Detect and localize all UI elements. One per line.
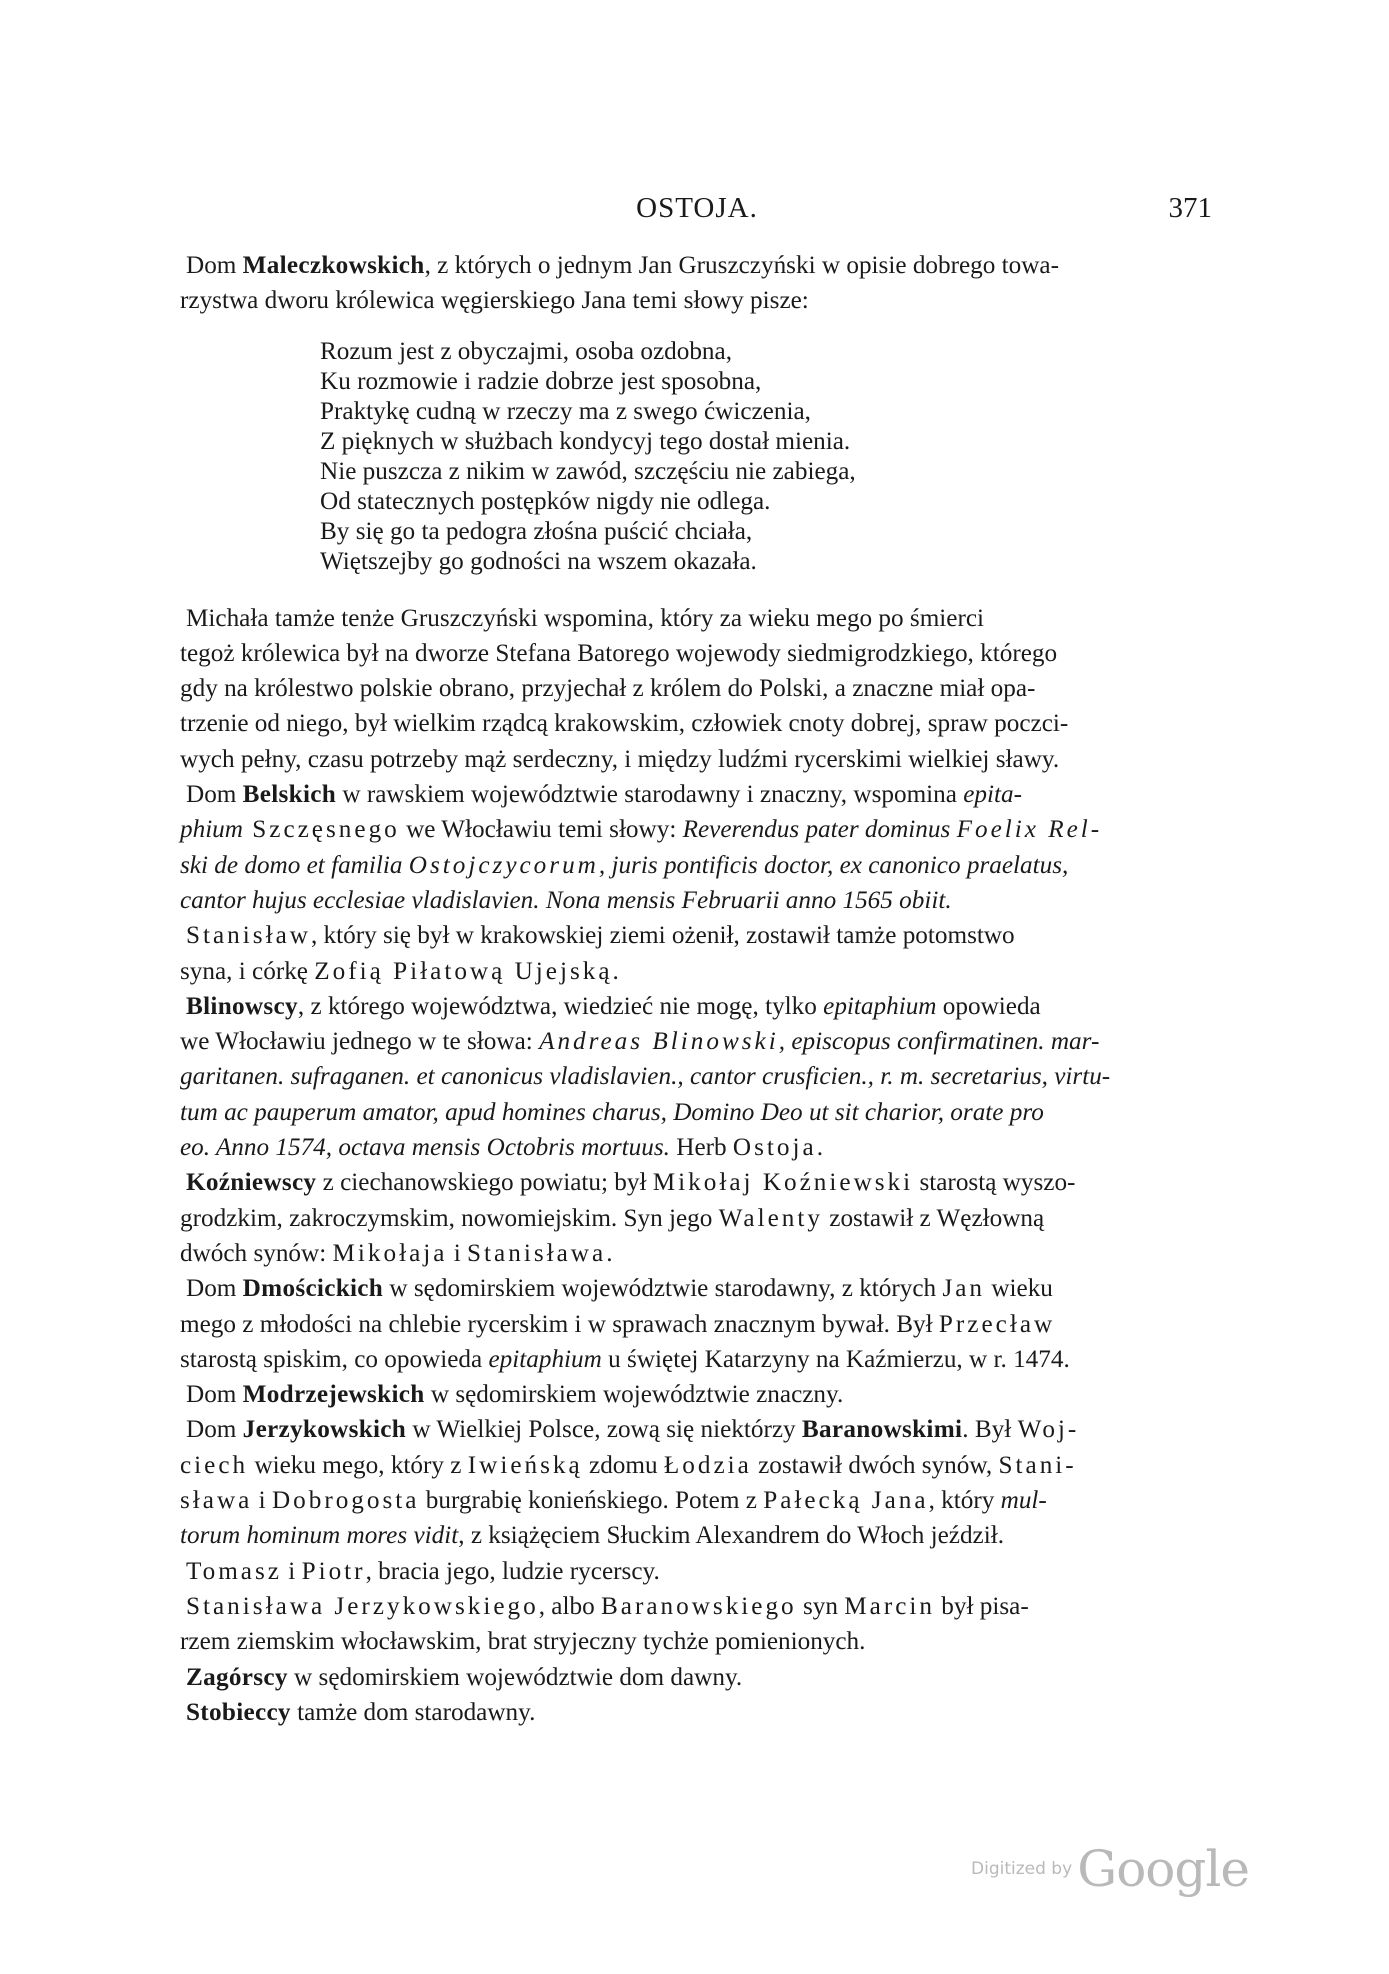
poem-line: Ku rozmowie i radzie dobrze jest sposobna, (320, 367, 762, 395)
poem-line: Od statecznych postępków nigdy nie odlega. (320, 487, 771, 515)
intro-paragraph: Dom Maleczkowskich, z których o jednym Jan Gruszczyński w opisie dobrego towa- rzystwa dworu królewica węgierskiego Jana temi słowy pisze: (180, 252, 1059, 315)
digitized-by-google-watermark: Digitized by Google (971, 1840, 1249, 1898)
running-header (182, 192, 1212, 232)
page-number: 371 (1168, 192, 1212, 224)
paragraph-modrzejewskich: Dom Modrzejewskich w sędomirskiem województwie znaczny. (186, 1381, 844, 1409)
family-name: Maleczkowskich (242, 252, 425, 279)
paragraph-belskich: Dom Belskich w rawskiem województwie starodawny i znaczny, wspomina epita- phium Szczęsnego we Włocławiu temi słowy: Reverendus pater dominus Foelix Rel- ski de domo et familia Ostojczycorum, juris pontificis doctor, ex canonico praelatus, cantor hujus ecclesiae vladislavien. Nona mensis Februarii anno 1565 obiit. (180, 781, 1103, 914)
google-logo: Google (1077, 1840, 1249, 1898)
paragraph-stanislaw: Stanisław, który się był w krakowskiej ziemi ożenił, zostawił tamże potomstwo syna, i córkę Zofią Piłatową Ujejską. (180, 922, 1015, 985)
poem-line: By się go ta pedogra złośna puścić chciała, (320, 517, 753, 545)
poem-line: Praktykę cudną w rzeczy ma z swego ćwiczenia, (320, 397, 811, 425)
paragraph-zagorscy: Zagórscy w sędomirskiem województwie dom dawny. (186, 1663, 743, 1691)
paragraph-tomasz: Tomasz i Piotr, bracia jego, ludzie rycerscy. (186, 1557, 660, 1585)
paragraph-marcin: Stanisława Jerzykowskiego, albo Baranowskiego syn Marcin był pisa- rzem ziemskim włocławskim, brat stryjeczny tychże pomienionych. (180, 1592, 1029, 1656)
paragraph-blinowscy: Blinowscy, z którego województwa, wiedzieć nie mogę, tylko epitaphium opowieda we Włocławiu jednego w te słowa: Andreas Blinowski, episcopus confirmatinen. mar- garitanen. sufraganen. et canonicus vladislavien., cantor crusficien., r. m. secretarius, virtu- tum ac pauperum amator, apud homines charus, Domino Deo ut sit charior, orate pro eo. Anno 1574, octava mensis Octobris mortuus. Herb Ostoja. (180, 992, 1111, 1162)
paragraph-kozniewscy: Koźniewscy z ciechanowskiego powiatu; był Mikołaj Koźniewski starostą wyszo- grodzkim, zakroczymskim, nowomiejskim. Syn jego Walenty zostawił z Węzłowną dwóch synów: Mikołaja i Stanisława. (180, 1169, 1076, 1267)
poem-line: Nie puszcza z nikim w zawód, szczęściu nie zabiega, (320, 457, 856, 485)
paragraph-dmoscickich: Dom Dmościckich w sędomirskiem województwie starodawny, z których Jan wieku mego z młodości na chlebie rycerskim i w sprawach znacznym bywał. Był Przecław starostą spiskim, co opowieda epitaphium u świętej Katarzyny na Kaźmierzu, w r. 1474. (180, 1275, 1070, 1373)
page-body (180, 248, 1220, 1730)
poem-block (320, 337, 1220, 577)
poem-line: Więtszejby go godności na wszem okazała. (320, 547, 757, 575)
page-title: OSTOJA. (636, 192, 758, 224)
poem-line: Rozum jest z obyczajmi, osoba ozdobna, (320, 337, 732, 365)
paragraph-stobieccy: Stobieccy tamże dom starodawny. (186, 1698, 536, 1726)
paragraph-michal: Michała tamże tenże Gruszczyński wspomina, który za wieku mego po śmierci tegoż królewica był na dworze Stefana Batorego wojewody siedmigrodzkiego, którego gdy na królestwo polskie obrano, przyjechał z królem do Polski, a znaczne miał opa- trzenie od niego, był wielkim rządcą krakowskim, człowiek cnoty dobrej, spraw poczci- wych pełny, czasu potrzeby mąż serdeczny, i między ludźmi rycerskimi wielkiej sławy. (180, 604, 1069, 773)
paragraph-jerzykowskich: Dom Jerzykowskich w Wielkiej Polsce, zową się niektórzy Baranowskimi. Był Woj- ciech wieku mego, który z Iwieńską zdomu Łodzia zostawił dwóch synów, Stani- sława i Dobrogosta burgrabię konieńskiego. Potem z Pałecką Jana, który mul- torum hominum mores vidit, z książęciem Słuckim Alexandrem do Włoch jeździł. (180, 1416, 1080, 1550)
poem-line: Z pięknych w służbach kondycyj tego dostał mienia. (320, 427, 851, 455)
